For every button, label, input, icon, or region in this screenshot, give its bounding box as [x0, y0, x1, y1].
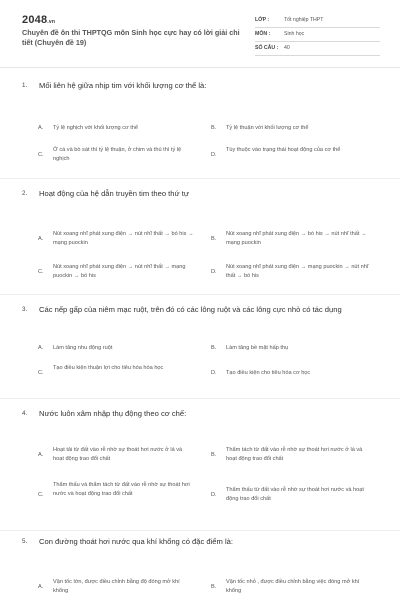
option-text: Tỷ lệ nghịch với khối lượng cơ thể: [53, 125, 139, 131]
logo-text: 2048: [22, 14, 48, 26]
option-text: Làm tăng bề mặt hấp thụ: [226, 345, 289, 351]
option-label: B.: [211, 452, 217, 458]
option-text: Thẩm thấu từ đất vào rễ nhờ sự thoát hơi nước và hoạt động trao đổi chất: [226, 487, 364, 503]
question-1: [0, 70, 400, 178]
option-text: Vận tốc lớn, được điều chỉnh bằng độ đóng mở khí khổng: [53, 579, 180, 595]
option-label: C.: [38, 269, 44, 275]
option-text: Làm tăng nhu động ruột: [53, 345, 113, 351]
question-5: [0, 530, 400, 600]
question-number: 1.: [22, 82, 28, 89]
question-text: Con đường thoát hơi nước qua khí khổng có đặc điểm là:: [39, 537, 233, 546]
option-label: D.: [211, 370, 217, 376]
meta-underline: [255, 55, 380, 56]
question-divider: [0, 178, 400, 179]
question-text: Mối liên hệ giữa nhịp tim với khối lượng cơ thể là:: [39, 81, 207, 90]
option-text: Nút xoang nhĩ phát xung điện → bó his → nút nhĩ thất → mạng puockin: [226, 231, 367, 247]
meta-key: MÔN :: [255, 31, 271, 37]
option-text: Vận tốc nhỏ , được điều chỉnh bằng việc đóng mở khí khổng: [226, 579, 360, 595]
option-label: C.: [38, 152, 44, 158]
option-label: D.: [211, 152, 217, 158]
question-4: [0, 398, 400, 530]
meta-key: SỐ CÂU :: [255, 45, 279, 51]
option-label: A.: [38, 125, 44, 131]
option-text: Nút xoang nhĩ phát xung điện → nút nhĩ thất → mạng puockin → bó his: [53, 264, 186, 280]
meta-row-subject: [255, 28, 380, 42]
meta-value: Tốt nghiệp THPT: [284, 17, 324, 23]
option-label: B.: [211, 125, 217, 131]
option-text: Nút xoang nhĩ phát xung điện → mạng puockin → nút nhĩ thất → bó his: [226, 264, 369, 280]
option-text: Nút xoang nhĩ phát xung điện → nút nhĩ thất → bó his → mạng puockin: [53, 231, 194, 247]
option-label: A.: [38, 345, 44, 351]
meta-row-count: [255, 42, 380, 56]
meta-value: Sinh học: [284, 31, 305, 37]
question-3: [0, 294, 400, 398]
option-label: A.: [38, 236, 44, 242]
question-2: [0, 178, 400, 294]
meta-value: 40: [284, 45, 290, 51]
question-divider: [0, 530, 400, 531]
question-divider: [0, 294, 400, 295]
option-label: D.: [211, 269, 217, 275]
option-label: A.: [38, 584, 44, 590]
question-number: 5.: [22, 538, 28, 545]
question-number: 4.: [22, 410, 28, 417]
option-text: Thẩm tách từ đất vào rễ nhờ sự thoát hơi nước ở lá và hoạt động trao đổi chất: [226, 447, 363, 463]
logo-suffix: .vn: [47, 19, 56, 25]
meta-row-class: [255, 14, 380, 28]
question-number: 3.: [22, 306, 28, 313]
option-text: Ở cá và bò sát thì tỷ lệ thuận, ở chim và thú thì tỷ lệ nghịch: [53, 147, 182, 163]
option-label: B.: [211, 236, 217, 242]
question-text: Các nếp gấp của niêm mạc ruột, trên đó có các lông ruột và các lông cực nhỏ có tác dụng: [39, 305, 342, 314]
question-text: Nước luôn xâm nhập thụ động theo cơ chế:: [39, 409, 187, 418]
question-number: 2.: [22, 190, 28, 197]
option-text: Hoạt tải từ đất vào rễ nhờ sự thoát hơi nước ở lá và hoạt động trao đổi chất: [53, 447, 183, 463]
option-text: Tùy thuộc vào trạng thái hoạt động của cơ thể: [226, 147, 341, 153]
option-label: D.: [211, 492, 217, 498]
document-header: [0, 0, 400, 66]
option-label: A.: [38, 452, 44, 458]
question-text: Hoạt động của hệ dẫn truyền tim theo thứ tự: [39, 189, 189, 198]
option-label: C.: [38, 492, 44, 498]
meta-key: LỚP :: [255, 17, 270, 23]
question-divider: [0, 398, 400, 399]
document-title: Chuyên đề ôn thi THPTQG môn Sinh học cực hay có lời giải chi tiết (Chuyên đề 19): [22, 28, 240, 47]
option-text: Tỷ lệ thuận với khối lượng cơ thể: [226, 125, 309, 131]
option-label: C.: [38, 370, 44, 376]
option-label: B.: [211, 345, 217, 351]
option-text: Tạo điều kiện cho tiêu hóa cơ học: [226, 370, 311, 376]
option-text: Tạo điều kiện thuận lợi cho tiêu hóa hóa học: [53, 365, 164, 371]
site-logo[interactable]: [22, 14, 55, 26]
option-label: B.: [211, 584, 217, 590]
header-divider: [0, 67, 400, 68]
option-text: Thẩm thấu và thẩm tách từ đất vào rễ nhờ sự thoát hơi nước và hoạt động trao đổi chất: [53, 482, 190, 498]
